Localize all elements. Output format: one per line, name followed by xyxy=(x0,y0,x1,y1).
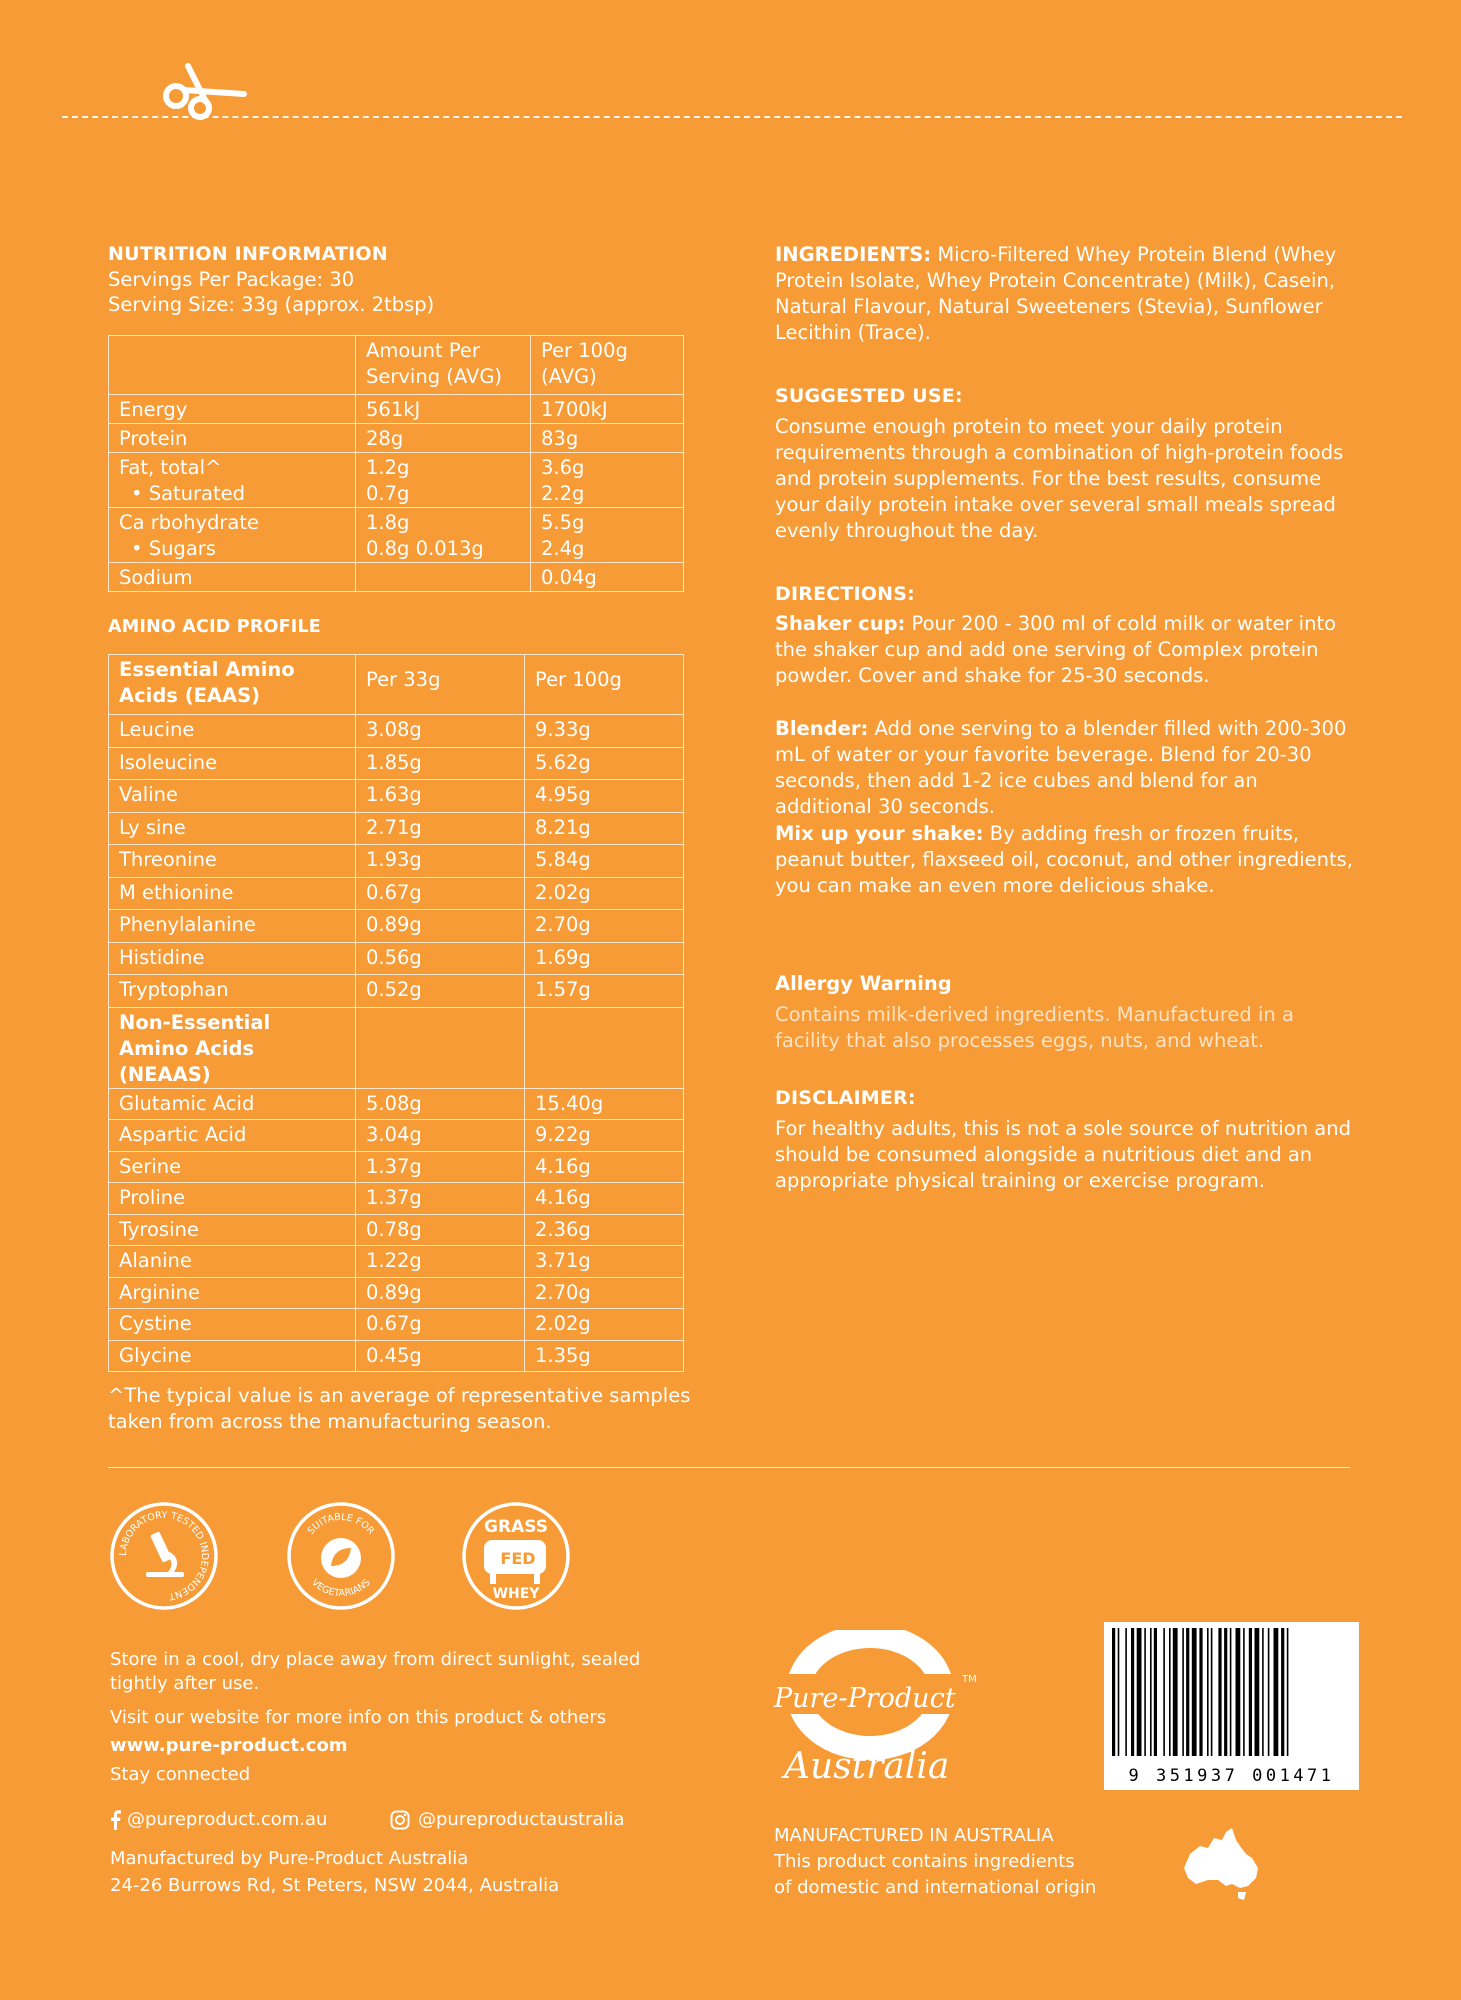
barcode-bar xyxy=(1131,1628,1134,1756)
ingredients-label: INGREDIENTS: xyxy=(775,243,932,266)
svg-text:Australia: Australia xyxy=(784,1746,950,1787)
barcode-bar xyxy=(1230,1628,1232,1756)
barcode-bar xyxy=(1249,1628,1252,1756)
divider xyxy=(108,1467,1350,1468)
barcode-bars xyxy=(1104,1622,1359,1762)
barcode-bar xyxy=(1154,1628,1157,1756)
barcode-bar xyxy=(1118,1628,1120,1756)
nutrition-table xyxy=(108,335,684,592)
svg-text:SUITABLE FOR: SUITABLE FOR xyxy=(305,1511,377,1537)
visit-text: Visit our website for more info on this product & others xyxy=(110,1707,607,1728)
barcode-number: 9 351937 001471 xyxy=(1128,1766,1335,1786)
storage-text: Store in a cool, dry place away from direct sunlight, sealed tightly after use. xyxy=(110,1649,641,1694)
table-row: Valine 1.63g 4.95g xyxy=(109,780,684,813)
manufactured-in: MANUFACTURED IN AUSTRALIA xyxy=(774,1825,1054,1846)
table-row: Aspartic Acid 3.04g 9.22g xyxy=(109,1120,684,1152)
barcode-bar xyxy=(1218,1628,1221,1756)
barcode-bar xyxy=(1137,1628,1142,1756)
vegetarian-badge xyxy=(287,1502,395,1610)
cut-line xyxy=(62,116,1402,118)
table-row: Arginine 0.89g 2.70g xyxy=(109,1277,684,1309)
stay-connected: Stay connected xyxy=(110,1764,251,1785)
table-row: Proline 1.37g 4.16g xyxy=(109,1183,684,1215)
svg-text:Pure-Product: Pure-Product xyxy=(774,1683,956,1714)
svg-text:GRASS: GRASS xyxy=(484,1517,548,1537)
barcode-bar xyxy=(1163,1628,1165,1756)
table-row: Isoleucine 1.85g 5.62g xyxy=(109,747,684,780)
barcode-bar xyxy=(1287,1628,1289,1756)
barcode-bar xyxy=(1199,1628,1202,1756)
table-row: Energy 561kJ 1700kJ xyxy=(109,395,684,424)
barcode-bar xyxy=(1186,1628,1189,1756)
table-row: Protein 28g 83g xyxy=(109,424,684,453)
grass-fed-whey-badge xyxy=(462,1502,570,1610)
amino-acid-table xyxy=(108,654,684,1372)
table-row: Tyrosine 0.78g 2.36g xyxy=(109,1214,684,1246)
manufactured-by: Manufactured by Pure-Product Australia xyxy=(110,1848,469,1869)
barcode-bar xyxy=(1224,1628,1227,1756)
ingredients-text: Micro-Filtered Whey Protein Blend (Whey Protein Isolate, Whey Protein Concentrate) (Milk), Casein, Natural Flavour, Natural Sweeteners (Stevia), Sunflower Lecithin (Trace). xyxy=(775,243,1337,344)
servings-per-package: Servings Per Package: 30 xyxy=(108,268,355,291)
directions-heading: DIRECTIONS: xyxy=(775,583,915,605)
table-row: Leucine 3.08g 9.33g xyxy=(109,715,684,748)
table-row: Cystine 0.67g 2.02g xyxy=(109,1309,684,1341)
facebook-icon xyxy=(110,1810,121,1830)
svg-text:WHEY: WHEY xyxy=(492,1586,540,1602)
address: 24-26 Burrows Rd, St Peters, NSW 2044, Australia xyxy=(110,1875,560,1896)
microscope-icon xyxy=(146,1531,184,1577)
barcode-bar xyxy=(1150,1628,1152,1756)
directions-shaker: Shaker cup: Pour 200 - 300 ml of cold milk or water into the shaker cup and add one serving of Complex protein powder. Cover and shake for 25-30 seconds. xyxy=(775,612,1337,687)
serving-size: Serving Size: 33g (approx. 2tbsp) xyxy=(108,293,435,316)
barcode-bar xyxy=(1192,1628,1197,1756)
instagram-icon xyxy=(390,1810,410,1830)
origin-line-1: This product contains ingredients xyxy=(774,1851,1075,1872)
barcode-bar xyxy=(1268,1628,1270,1756)
nutrition-heading: NUTRITION INFORMATION xyxy=(108,243,388,265)
barcode-bar xyxy=(1274,1628,1279,1756)
barcode-bar xyxy=(1112,1628,1115,1756)
table-row: Phenylalanine 0.89g 2.70g xyxy=(109,910,684,943)
allergy-heading: Allergy Warning xyxy=(775,972,952,995)
barcode-bar xyxy=(1169,1628,1171,1756)
disclaimer-heading: DISCLAIMER: xyxy=(775,1087,916,1109)
pure-product-logo xyxy=(770,1630,990,1790)
suggested-text: Consume enough protein to meet your daily protein requirements through a combination of high-protein foods and protein supplements. For the best results, consume your daily protein intake over several small meals spread evenly throughout the day. xyxy=(775,415,1344,542)
suggested-heading: SUGGESTED USE: xyxy=(775,385,963,407)
eaas-title: Essential Amino Acids (EAAS) xyxy=(109,655,356,715)
table-row: Sodium 0.04g xyxy=(109,563,684,592)
barcode-bar xyxy=(1125,1628,1127,1756)
lab-badge-text: LABORATORY TESTED INDEPENDENT xyxy=(117,1509,211,1602)
table-row: Glutamic Acid 5.08g 15.40g xyxy=(109,1088,684,1120)
barcode-bar xyxy=(1173,1628,1178,1756)
table-header-cell: Amount Per Serving (AVG) xyxy=(356,336,531,395)
table-row: Fat, total^ • Saturated 1.2g 0.7g 3.6g 2.2g xyxy=(109,453,684,508)
table-row: Ca rbohydrate • Sugars 1.8g 0.8g 0.013g 5.5g 2.4g xyxy=(109,508,684,563)
table-header-cell: Per 33g xyxy=(356,655,525,715)
scissors-icon xyxy=(158,58,248,122)
table-row: M ethionine 0.67g 2.02g xyxy=(109,877,684,910)
allergy-text: Contains milk-derived ingredients. Manufactured in a facility that also processes eggs, nuts, and wheat. xyxy=(775,1003,1294,1052)
barcode-bar xyxy=(1262,1628,1264,1756)
barcode-bar xyxy=(1243,1628,1245,1756)
table-header-cell: Per 100g xyxy=(525,655,684,715)
table-row: Glycine 0.45g 1.35g xyxy=(109,1340,684,1372)
origin-line-2: of domestic and international origin xyxy=(774,1877,1097,1898)
table-header-cell: Per 100g (AVG) xyxy=(531,336,684,395)
table-row: Alanine 1.22g 3.71g xyxy=(109,1246,684,1278)
barcode-bar xyxy=(1236,1628,1241,1756)
barcode-bar xyxy=(1255,1628,1260,1756)
table-row: Threonine 1.93g 5.84g xyxy=(109,845,684,878)
leaf-icon xyxy=(321,1538,361,1578)
website-link[interactable]: www.pure-product.com xyxy=(110,1735,348,1756)
barcode-bar xyxy=(1144,1628,1146,1756)
barcode-bar xyxy=(1211,1628,1213,1756)
neaas-title: Non-Essential Amino Acids (NEAAS) xyxy=(109,1007,356,1088)
directions-blender: Blender: Add one serving to a blender filled with 200-300 mL of water or your favorite beverage. Blend for 20-30 seconds, then add 1-2 ice cubes and blend for an additional 30 seconds. xyxy=(775,717,1347,818)
barcode-bar xyxy=(1207,1628,1209,1756)
svg-text:VEGETARIANS: VEGETARIANS xyxy=(309,1577,373,1600)
lab-tested-badge xyxy=(110,1502,218,1610)
eaas-rows xyxy=(109,715,684,1008)
disclaimer-text: For healthy adults, this is not a sole source of nutrition and should be consumed alongside a nutritious diet and an appropriate physical training or exercise program. xyxy=(775,1117,1351,1192)
barcode xyxy=(1104,1622,1359,1790)
svg-text:TM: TM xyxy=(962,1674,977,1685)
directions-mix: Mix up your shake: By adding fresh or frozen fruits, peanut butter, flaxseed oil, coconut, and other ingredients, you can make an even more delicious shake. xyxy=(775,822,1353,897)
neaas-rows xyxy=(109,1088,684,1372)
amino-heading: AMINO ACID PROFILE xyxy=(108,617,321,637)
facebook-link[interactable]: @pureproduct.com.au xyxy=(110,1808,327,1832)
table-row: Tryptophan 0.52g 1.57g xyxy=(109,975,684,1008)
table-row: Histidine 0.56g 1.69g xyxy=(109,942,684,975)
australia-map-icon xyxy=(1182,1824,1264,1902)
table-row: Serine 1.37g 4.16g xyxy=(109,1151,684,1183)
footnote: ^The typical value is an average of representative samples taken from across the manufacturing season. xyxy=(108,1384,691,1433)
barcode-bar xyxy=(1281,1628,1284,1756)
svg-text:FED: FED xyxy=(500,1549,536,1568)
table-header-cell xyxy=(109,336,356,395)
table-row: Ly sine 2.71g 8.21g xyxy=(109,812,684,845)
barcode-bar xyxy=(1182,1628,1184,1756)
instagram-link[interactable]: @pureproductaustralia xyxy=(390,1808,624,1832)
ingredients xyxy=(775,242,1355,346)
